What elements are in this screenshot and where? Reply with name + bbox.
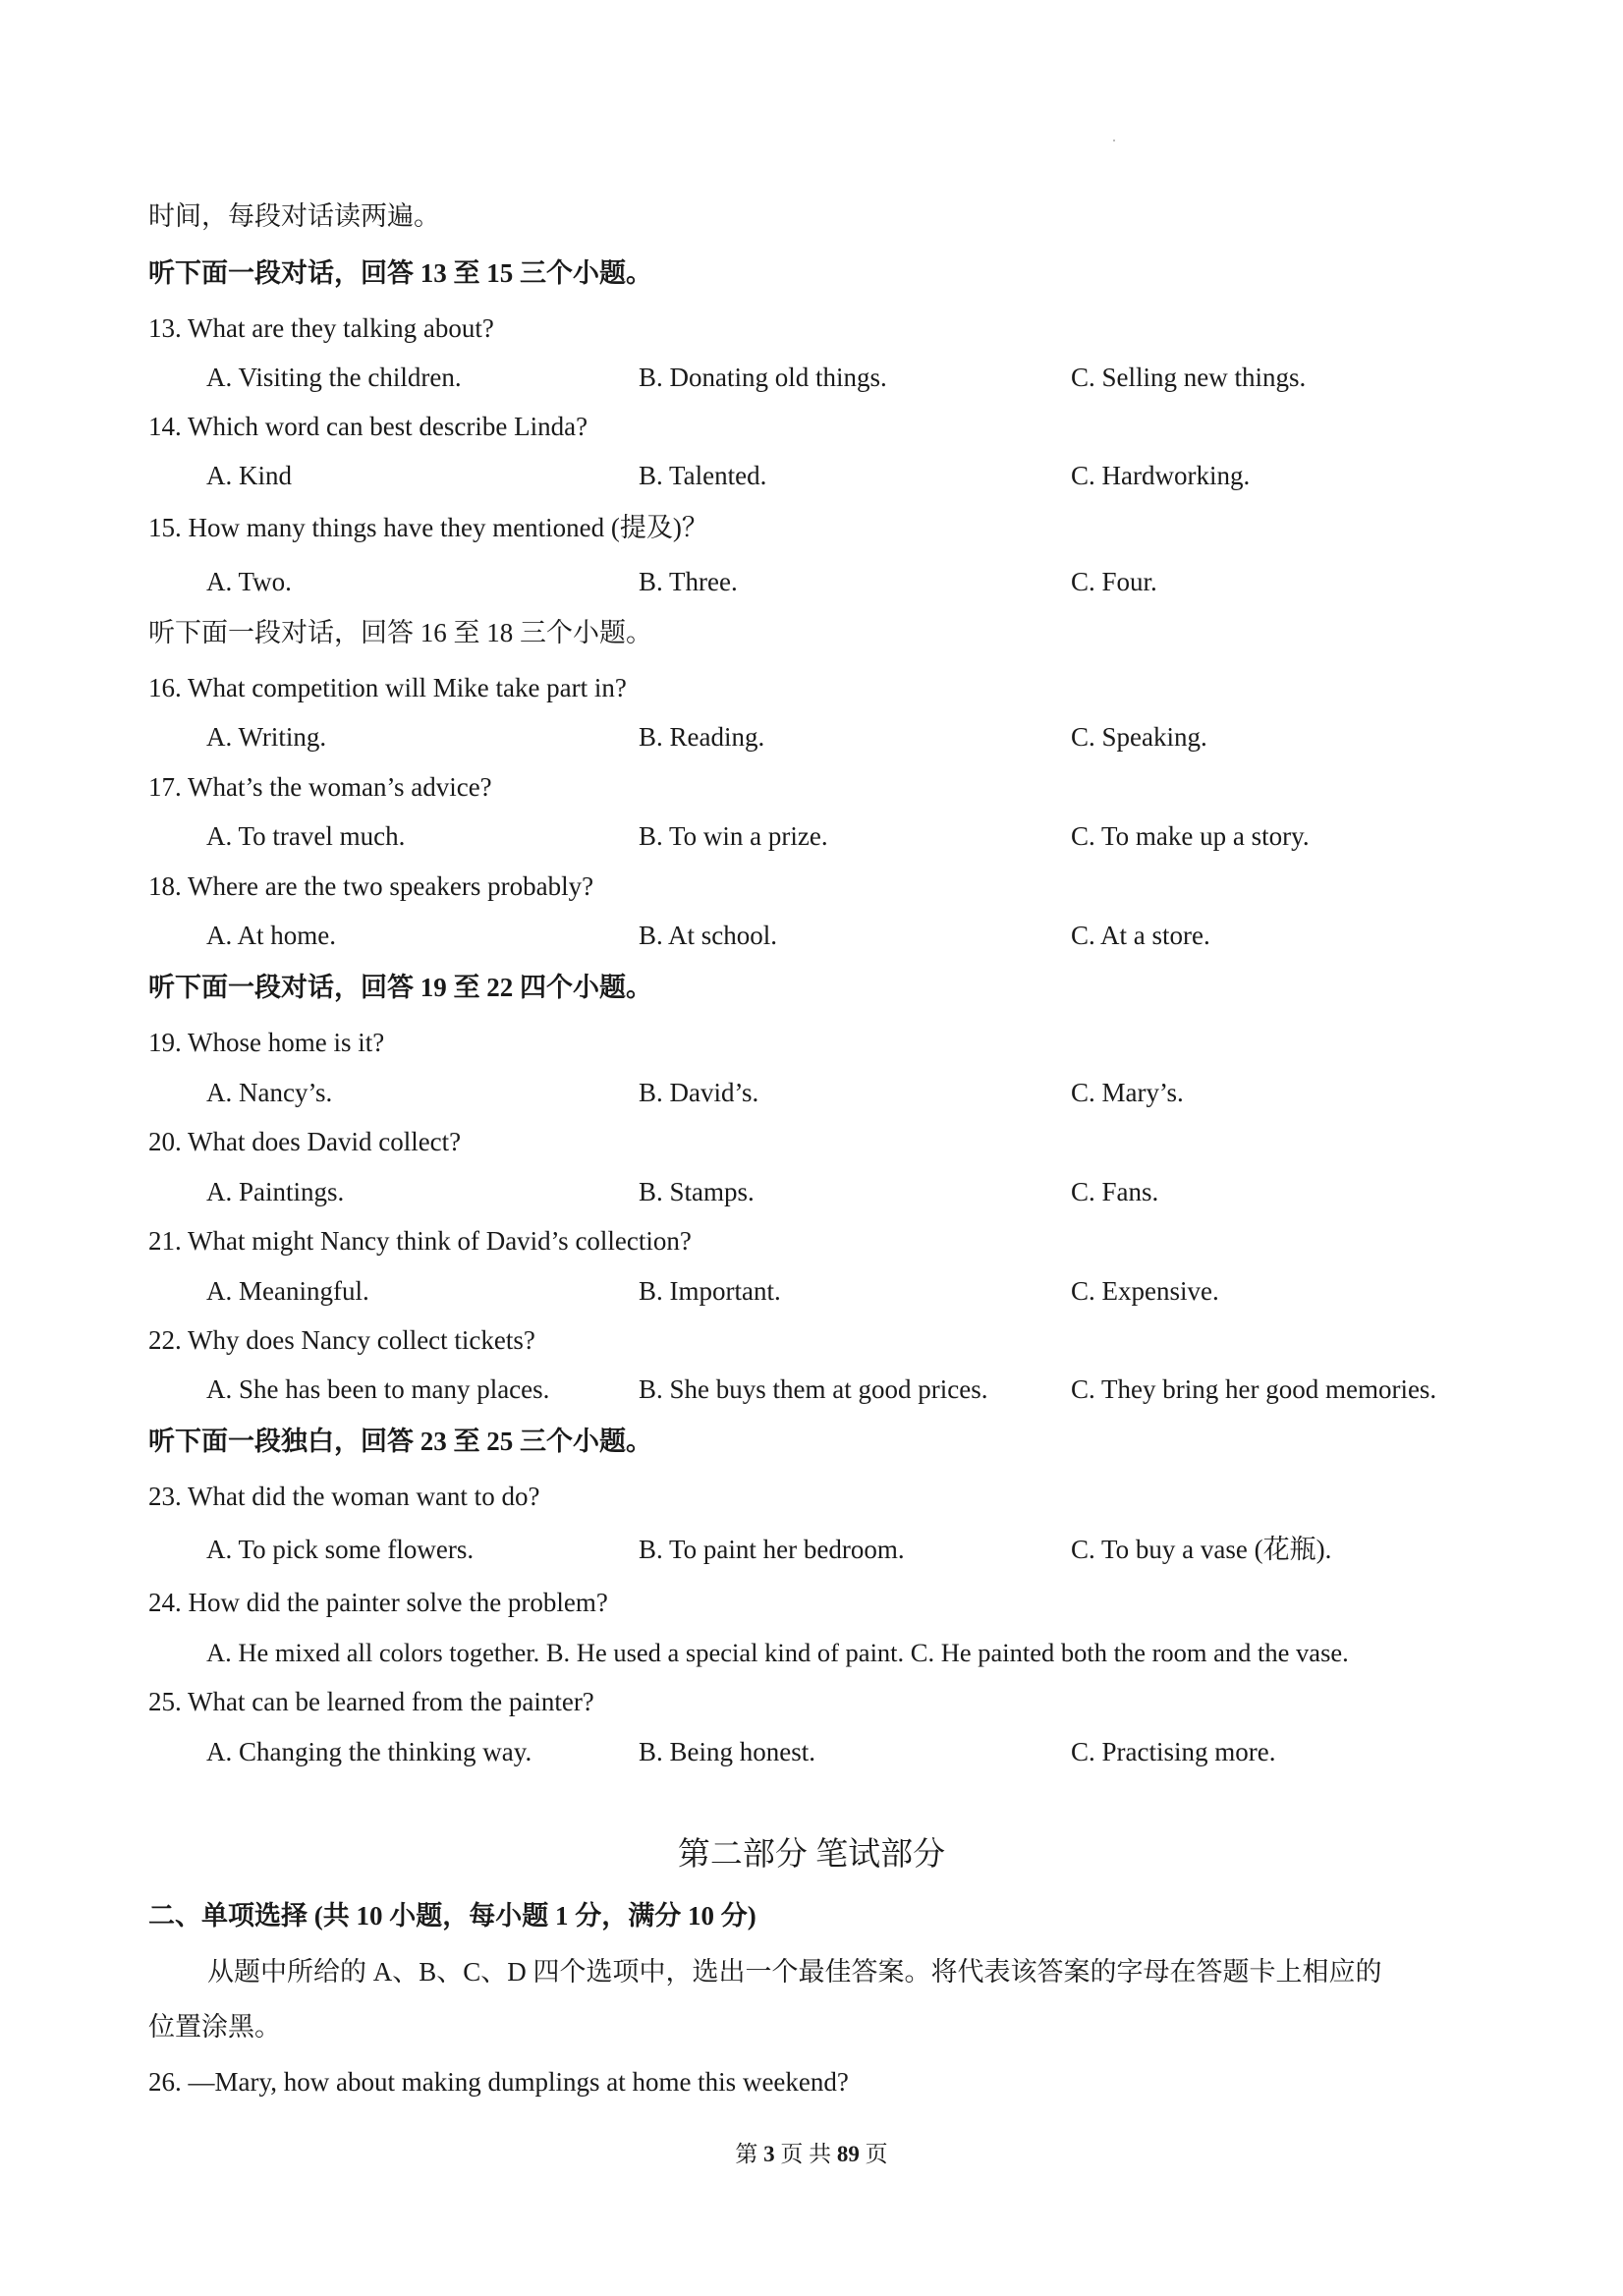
group-heading: 听下面一段对话，回答 13 至 15 三个小题。 bbox=[148, 258, 652, 288]
option-a: A. Nancy’s. bbox=[206, 1078, 333, 1107]
footer-middle: 页 共 bbox=[780, 2142, 832, 2166]
option-a: A. To pick some flowers. bbox=[206, 1535, 475, 1564]
group-heading: 听下面一段对话，回答 19 至 22 四个小题。 bbox=[148, 973, 652, 1002]
option-a: A. She has been to many places. bbox=[206, 1374, 550, 1404]
option-c: C. To make up a story. bbox=[1071, 821, 1310, 851]
option-c: C. Expensive. bbox=[1071, 1276, 1219, 1306]
question-stem: 23. What did the woman want to do? bbox=[148, 1482, 540, 1511]
question-stem: 18. Where are the two speakers probably? bbox=[148, 871, 594, 901]
option-c: C. Mary’s. bbox=[1071, 1078, 1184, 1107]
instruction-text: 从题中所给的 A、B、C、D 四个选项中，选出一个最佳答案。将代表该答案的字母在答题卡上相应的 bbox=[207, 1957, 1382, 1987]
group-heading: 听下面一段对话，回答 16 至 18 三个小题。 bbox=[148, 618, 652, 647]
option-c: C. Selling new things. bbox=[1071, 363, 1307, 392]
part-title: 第二部分 笔试部分 bbox=[677, 1837, 946, 1873]
question-stem: 14. Which word can best describe Linda? bbox=[148, 412, 588, 441]
option-c: C. To buy a vase (花瓶). bbox=[1071, 1535, 1332, 1564]
question-stem: 19. Whose home is it? bbox=[148, 1028, 385, 1057]
option-b: B. Three. bbox=[639, 567, 738, 596]
total-pages-number: 89 bbox=[836, 2142, 860, 2166]
scan-speck bbox=[1113, 140, 1115, 141]
question-stem: 21. What might Nancy think of David’s collection? bbox=[148, 1226, 692, 1256]
option-c: C. At a store. bbox=[1071, 921, 1210, 950]
option-c: C. Hardworking. bbox=[1071, 461, 1251, 490]
page-footer bbox=[0, 2140, 1623, 2169]
option-a: A. Kind bbox=[206, 461, 292, 490]
intro-text: 时间，每段对话读两遍。 bbox=[148, 201, 440, 231]
option-a: A. Two. bbox=[206, 567, 292, 596]
footer-prefix: 第 bbox=[735, 2142, 758, 2166]
question-stem: 15. How many things have they mentioned (提及)？ bbox=[148, 513, 708, 542]
group-heading: 听下面一段独白，回答 23 至 25 三个小题。 bbox=[148, 1427, 652, 1456]
option-b: B. Reading. bbox=[639, 722, 765, 752]
option-c: C. Practising more. bbox=[1071, 1737, 1276, 1766]
option-c: C. Fans. bbox=[1071, 1177, 1159, 1206]
option-b: B. Donating old things. bbox=[639, 363, 887, 392]
option-a: A. To travel much. bbox=[206, 821, 406, 851]
option-a: A. Meaningful. bbox=[206, 1276, 369, 1306]
option-c: C. They bring her good memories. bbox=[1071, 1374, 1437, 1404]
option-b: B. She buys them at good prices. bbox=[639, 1374, 988, 1404]
instruction-text-cont: 位置涂黑。 bbox=[148, 2012, 281, 2042]
option-a: A. Changing the thinking way. bbox=[206, 1737, 532, 1766]
option-b: B. Important. bbox=[639, 1276, 781, 1306]
option-b: B. To paint her bedroom. bbox=[639, 1535, 905, 1564]
option-b: B. Being honest. bbox=[639, 1737, 815, 1766]
question-stem: 20. What does David collect? bbox=[148, 1127, 462, 1156]
option-a: A. At home. bbox=[206, 921, 336, 950]
option-b: B. To win a prize. bbox=[639, 821, 828, 851]
current-page-number: 3 bbox=[763, 2142, 775, 2166]
option-b: B. Talented. bbox=[639, 461, 767, 490]
option-c: C. Speaking. bbox=[1071, 722, 1207, 752]
option-c: C. Four. bbox=[1071, 567, 1157, 596]
option-b: B. At school. bbox=[639, 921, 778, 950]
option-b: B. David’s. bbox=[639, 1078, 759, 1107]
footer-suffix: 页 bbox=[865, 2142, 888, 2166]
option-a: A. Visiting the children. bbox=[206, 363, 462, 392]
question-stem: 13. What are they talking about? bbox=[148, 313, 494, 343]
question-stem: 22. Why does Nancy collect tickets? bbox=[148, 1325, 535, 1355]
question-stem: 25. What can be learned from the painter? bbox=[148, 1687, 594, 1716]
question-stem: 17. What’s the woman’s advice? bbox=[148, 772, 492, 802]
options-line: A. He mixed all colors together. B. He used a special kind of paint. C. He painted both the room and the vase. bbox=[206, 1638, 1349, 1667]
question-stem: 24. How did the painter solve the problem? bbox=[148, 1588, 608, 1617]
question-stem: 16. What competition will Mike take part in? bbox=[148, 673, 627, 702]
option-a: A. Writing. bbox=[206, 722, 327, 752]
option-a: A. Paintings. bbox=[206, 1177, 345, 1206]
section-heading: 二、单项选择 (共 10 小题，每小题 1 分，满分 10 分) bbox=[148, 1901, 756, 1931]
option-b: B. Stamps. bbox=[639, 1177, 755, 1206]
question-stem: 26. —Mary, how about making dumplings at home this weekend? bbox=[148, 2067, 849, 2097]
